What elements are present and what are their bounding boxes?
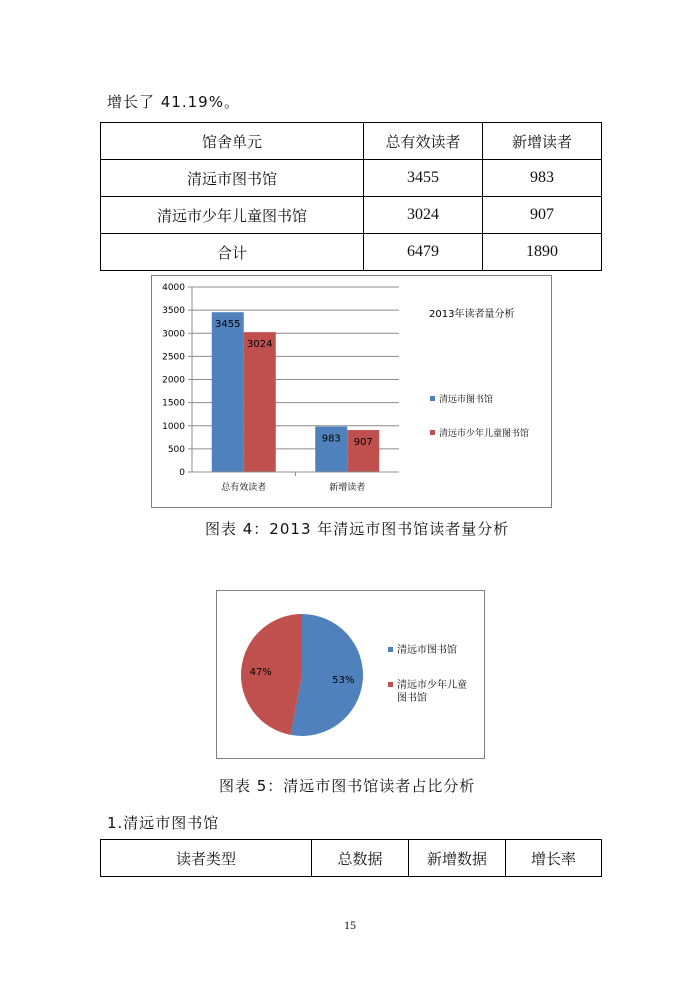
legend-swatch <box>430 430 435 435</box>
bar-chart-svg <box>152 276 551 507</box>
slice-label: 53% <box>332 674 355 686</box>
header-cell: 馆舍单元 <box>101 123 364 160</box>
data-label: 907 <box>353 437 373 449</box>
data-label: 3455 <box>215 319 241 331</box>
table-cell: 清远市少年儿童图书馆 <box>101 197 364 234</box>
bar <box>212 312 244 472</box>
y-tick-label: 1000 <box>162 421 185 432</box>
pie-chart <box>216 590 485 759</box>
y-tick-label: 3000 <box>162 329 185 340</box>
header-cell: 读者类型 <box>101 840 312 877</box>
header-cell: 总有效读者 <box>364 123 483 160</box>
slice-label: 47% <box>249 667 272 679</box>
intro-paragraph: 增长了 41.19%。 <box>107 93 240 111</box>
y-tick-label: 500 <box>167 444 185 455</box>
section-heading: 1.清远市图书馆 <box>107 814 220 832</box>
legend-swatch <box>388 682 393 687</box>
table-cell: 6479 <box>364 234 483 271</box>
data-label: 983 <box>321 433 341 445</box>
y-tick-label: 2500 <box>162 352 185 363</box>
table-cell: 983 <box>483 160 602 197</box>
bar-chart <box>151 275 552 508</box>
legend-label: 清远市图书馆 <box>439 395 494 405</box>
table-cell: 清远市图书馆 <box>101 160 364 197</box>
legend-swatch <box>388 647 393 652</box>
header-cell: 新增读者 <box>483 123 602 160</box>
table-header-row <box>101 123 602 160</box>
table-cell: 3024 <box>364 197 483 234</box>
reader-type-table <box>100 839 602 877</box>
y-tick-label: 1500 <box>162 398 185 409</box>
table-header-row <box>101 840 602 877</box>
table-cell: 3455 <box>364 160 483 197</box>
x-tick-label: 新增读者 <box>329 483 366 493</box>
table-cell: 1890 <box>483 234 602 271</box>
data-label: 3024 <box>247 339 273 351</box>
x-tick-label: 总有效读者 <box>221 483 267 493</box>
table-cell: 合计 <box>101 234 364 271</box>
page-number: 15 <box>344 918 356 932</box>
pie-chart-svg <box>217 591 484 758</box>
table-row <box>101 160 602 197</box>
readers-table <box>100 122 602 271</box>
y-tick-label: 0 <box>179 468 185 478</box>
table-row <box>101 234 602 271</box>
bar <box>244 332 276 472</box>
figure-caption-4: 图表 4：2013 年清远市图书馆读者量分析 <box>205 520 510 538</box>
chart-title: 2013年读者量分析 <box>429 309 515 320</box>
header-cell: 新增数据 <box>409 840 506 877</box>
y-tick-label: 4000 <box>162 283 185 293</box>
legend-label: 清远市图书馆 <box>397 645 457 656</box>
table-row <box>101 197 602 234</box>
table-cell: 907 <box>483 197 602 234</box>
legend-label: 图书馆 <box>397 693 427 704</box>
figure-caption-5: 图表 5：清远市图书馆读者占比分析 <box>219 777 476 795</box>
legend-label: 清远市少年儿童图书馆 <box>439 429 530 439</box>
header-cell: 增长率 <box>506 840 602 877</box>
legend-swatch <box>430 396 435 401</box>
y-tick-label: 3500 <box>162 306 185 317</box>
y-tick-label: 2000 <box>162 375 185 386</box>
legend-label: 清远市少年儿童 <box>397 680 467 691</box>
header-cell: 总数据 <box>312 840 409 877</box>
